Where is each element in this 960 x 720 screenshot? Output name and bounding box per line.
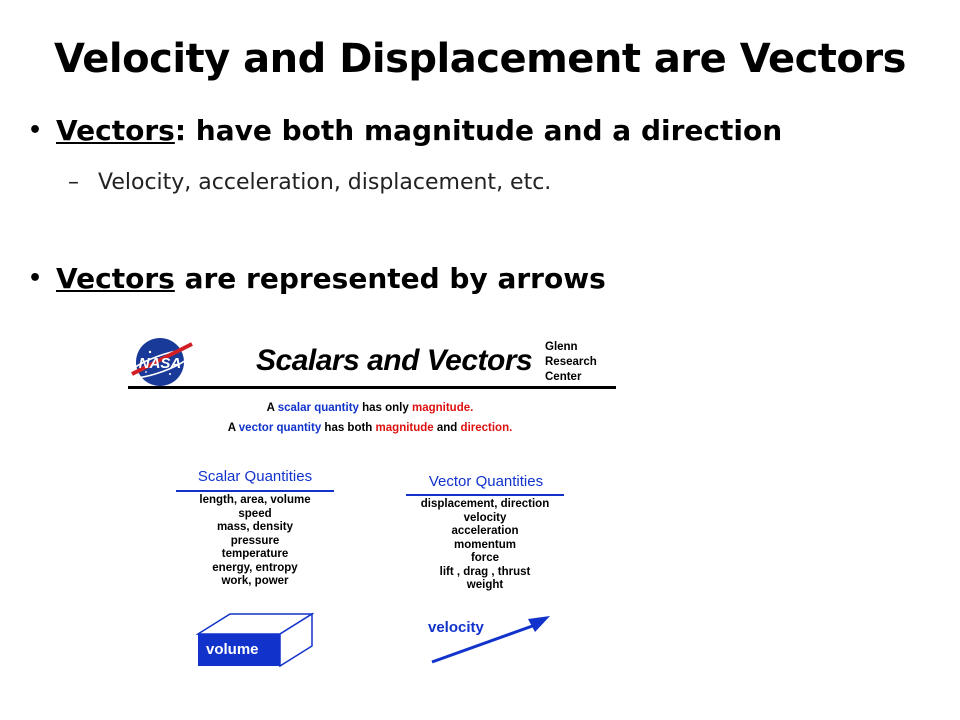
bullet-dot: • xyxy=(28,118,43,143)
list-item: length, area, volume xyxy=(199,494,311,506)
dash-marker: – xyxy=(68,170,79,195)
vector-definition xyxy=(120,422,620,434)
organization-name xyxy=(545,340,605,385)
scalars-vectors-figure xyxy=(120,330,620,675)
list-item: velocity xyxy=(463,511,507,524)
list-item: temperature xyxy=(221,548,289,560)
volume-label: volume xyxy=(206,641,259,658)
def-word: has only xyxy=(362,402,409,414)
list-item: mass, density xyxy=(216,521,294,533)
list-item: weight xyxy=(466,579,504,591)
slide-title: Velocity and Displacement are Vectors xyxy=(54,36,906,82)
def-word: and xyxy=(436,422,458,434)
volume-box-icon xyxy=(198,614,312,666)
org-line: Glenn xyxy=(545,341,578,353)
figure-title: Scalars and Vectors xyxy=(256,344,533,377)
scalar-heading-rule xyxy=(176,490,334,492)
bullet-vectors-arrows xyxy=(28,262,606,295)
nasa-logo-text: NASA xyxy=(138,355,182,372)
list-item: lift , drag , thrust xyxy=(439,565,531,578)
def-word: has both xyxy=(324,422,373,434)
list-item: pressure xyxy=(230,534,280,547)
sub-bullet-text: Velocity, acceleration, displacement, etc. xyxy=(98,170,552,195)
list-item: force xyxy=(470,552,500,564)
def-term-magnitude: magnitude xyxy=(375,422,434,434)
sub-bullet-examples xyxy=(68,170,551,195)
scalar-quantities-heading: Scalar Quantities xyxy=(197,468,313,485)
figure-divider xyxy=(128,386,616,389)
nasa-logo-icon xyxy=(125,338,194,386)
def-term-magnitude: magnitude. xyxy=(411,402,474,414)
def-term-vector: vector quantity xyxy=(238,422,322,434)
org-line: Research xyxy=(545,356,597,368)
list-item: work, power xyxy=(221,575,289,587)
bullet-dot: • xyxy=(28,266,43,291)
scalar-definition xyxy=(120,402,620,414)
list-item: acceleration xyxy=(451,525,519,537)
bullet-term: Vectors xyxy=(56,114,175,147)
bullet-text: are represented by arrows xyxy=(174,262,606,295)
list-item: speed xyxy=(238,507,272,520)
vector-quantities-list xyxy=(400,498,570,593)
list-item: energy, entropy xyxy=(212,561,298,574)
list-item: displacement, direction xyxy=(420,498,550,510)
list-item: momentum xyxy=(454,538,516,551)
bullet-vectors-definition xyxy=(28,114,782,147)
def-term-scalar: scalar quantity xyxy=(277,402,359,414)
bullet-term: Vectors xyxy=(56,262,175,295)
def-word: A xyxy=(266,402,275,414)
def-word: A xyxy=(227,422,236,434)
bullet-text: : have both magnitude and a direction xyxy=(174,114,783,147)
velocity-label: velocity xyxy=(428,619,484,636)
org-line: Center xyxy=(545,371,582,383)
scalar-quantities-list xyxy=(170,494,340,589)
def-term-direction: direction. xyxy=(460,422,513,434)
vector-heading-rule xyxy=(406,494,564,496)
vector-quantities-heading: Vector Quantities xyxy=(428,473,544,490)
